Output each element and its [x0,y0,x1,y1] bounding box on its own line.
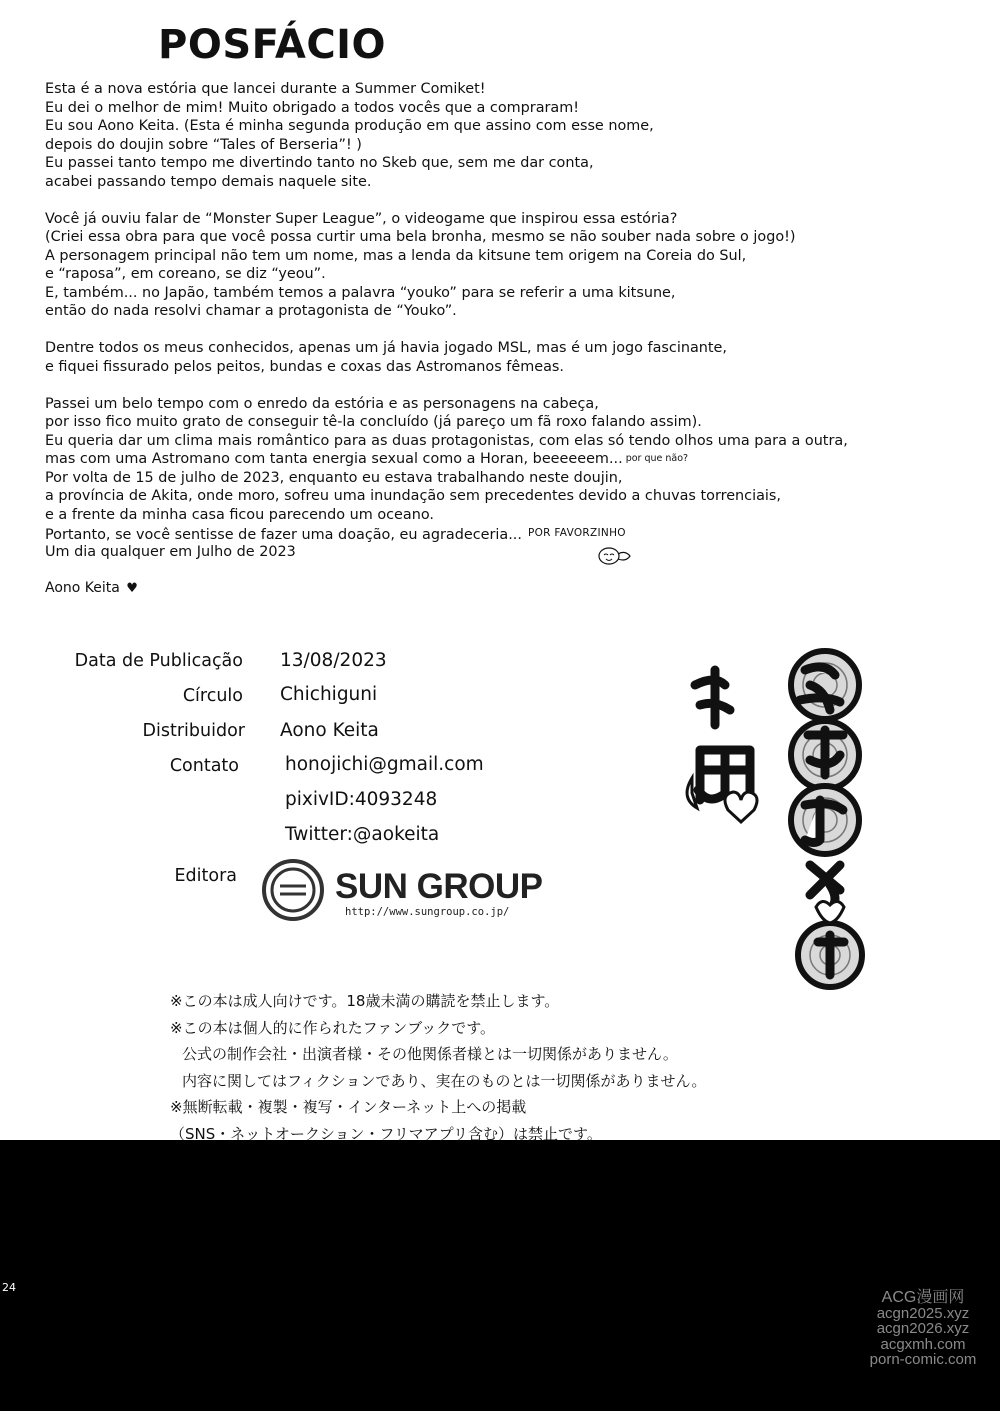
afterword-text [45,80,975,561]
text-line: Dentre todos os meus conhecidos, apenas um já havia jogado MSL, mas é um jogo fascinante, [45,340,727,356]
watermark-line: acgn2026.xyz [876,1320,970,1337]
bottom-black-band [0,1140,1000,1411]
circle-label: Círculo [182,686,243,706]
distributor-value: Aono Keita [280,720,379,741]
contact-label: Contato [169,756,239,776]
text-line: Esta é a nova estória que lancei durante a Summer Comiket! [45,81,486,97]
text-line: E, também... no Japão, também temos a palavra “youko” para se referir a uma kitsune, [45,284,676,301]
distributor-label: Distribuidor [142,721,245,741]
text-line: Eu queria dar um clima mais romântico para as duas protagonistas, com elas só tendo olhos uma para a outra, [45,432,848,449]
aside-small-note: por que não? [625,453,689,464]
text-line: então do nada resolvi chamar a protagonista de “Youko”. [45,303,457,319]
notice-line: ※この本は成人向けです。18歳未満の購読を禁止します。 [170,992,560,1010]
text-line [45,524,975,543]
text-line: (Criei essa obra para que você possa curtir uma bela bronha, mesmo se não souber nada sobre o jogo!) [45,229,796,245]
publisher-url: http://www.sungroup.co.jp/ [345,906,510,918]
notice-line: （SNS・ネットオークション・フリマアプリ含む）は禁止です。 [170,1124,602,1143]
text-line: Eu passei tanto tempo me divertindo tanto no Skeb que, sem me dar conta, [45,155,594,171]
watermark-line: ACG漫画网 [881,1289,965,1306]
text-line-content: mas com uma Astromano com tanta energia sexual como a Horan, beeeeeem... [45,451,623,467]
publisher-label: Editora [174,866,237,886]
text-line: e fiquei fissurado pelos peitos, bundas e coxas das Astromanos fêmeas. [45,358,564,375]
notice-line: 内容に関してはフィクションであり、実在のものとは一切関係がありません。 [182,1071,707,1090]
page-number: 24 [2,1281,16,1294]
text-line: Você já ouviu falar de “Monster Super League”, o videogame que inspirou essa estória? [45,210,678,227]
contact-pixiv: pixivID:4093248 [285,789,438,810]
text-line: acabei passando tempo demais naquele site. [45,173,372,190]
notice-line: ※この本は個人的に作られたファンブックです。 [170,1018,496,1037]
watermark-line: porn-comic.com [869,1351,977,1368]
aside-handwritten-note: POR FAVORZINHO [527,527,626,539]
legal-notices [170,988,706,1147]
text-line: por isso fico muito grato de conseguir tê-la concluído (já pareço um fã roxo falando assim). [45,414,702,430]
contact-twitter: Twitter:@aokeita [285,824,440,845]
notice-line: 公式の制作会社・出演者様・その他関係者様とは一切関係がありません。 [182,1045,678,1063]
circle-value: Chichiguni [280,684,378,705]
text-line: e a frente da minha casa ficou parecendo um oceano. [45,506,434,523]
watermark [858,1290,988,1368]
pub-date-label: Data de Publicação [74,651,243,671]
text-line: Um dia qualquer em Julho de 2023 [45,543,296,560]
text-line-content: Portanto, se você sentisse de fazer uma doação, eu agradeceria... [45,527,522,543]
contact-email: honojichi@gmail.com [285,754,484,775]
text-line: a província de Akita, onde moro, sofreu uma inundação sem precedentes devido a chuvas torrenciais, [45,488,781,504]
page-title: POSFÁCIO [158,22,387,68]
smiling-face-doodle-icon [597,545,633,565]
text-line: e “raposa”, em coreano, se diz “yeou”. [45,266,326,282]
pub-date-value: 13/08/2023 [280,650,387,671]
publisher-name: SUN GROUP [335,867,543,906]
title-logo-art-icon [680,630,880,1020]
watermark-line: acgn2025.xyz [876,1304,970,1322]
heart-icon: ♥ [126,581,138,596]
signature-name: Aono Keita [45,580,120,596]
text-line: Por volta de 15 de julho de 2023, enquanto eu estava trabalhando neste doujin, [45,469,623,486]
watermark-line: acgxmh.com [880,1335,966,1353]
text-line: Eu sou Aono Keita. (Esta é minha segunda produção em que assino com esse nome, [45,118,654,134]
text-line: A personagem principal não tem um nome, mas a lenda da kitsune tem origem na Coreia do Sul, [45,247,747,264]
text-line [45,450,975,469]
signature [45,580,138,596]
text-line: Passei um belo tempo com o enredo da estória e as personagens na cabeça, [45,395,599,412]
notice-line: ※無断転載・複製・複写・インターネット上への掲載 [170,1098,527,1116]
text-line: Eu dei o melhor de mim! Muito obrigado a todos vocês que a compraram! [45,99,580,116]
text-line: depois do doujin sobre “Tales of Berseria”! ) [45,136,362,153]
